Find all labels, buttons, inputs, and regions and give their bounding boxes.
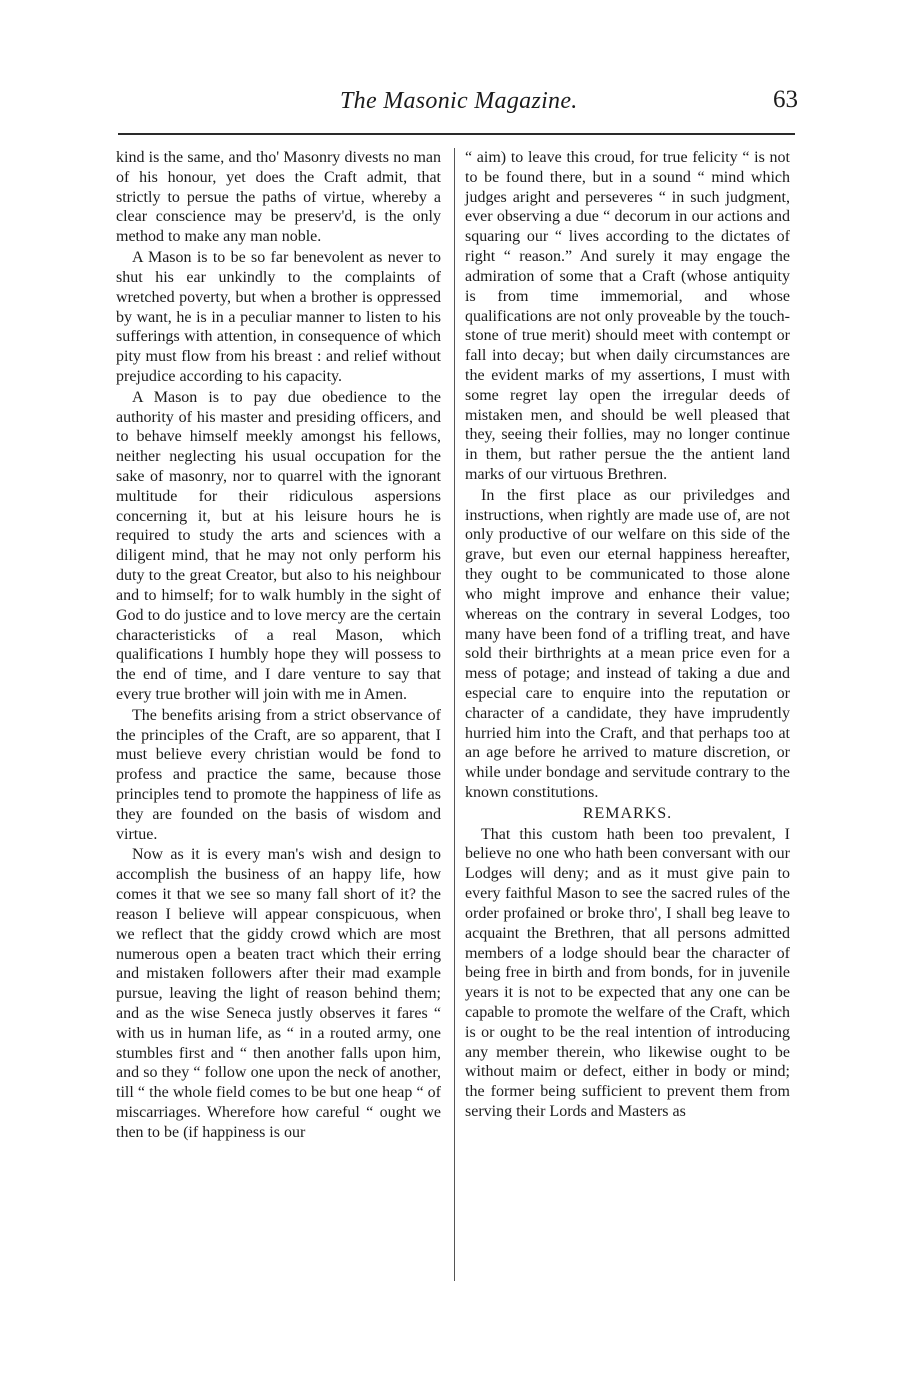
paragraph: kind is the same, and tho' Masonry divests no man of his honour, yet does the Craft admit, that strictly to persue the paths of virtue, whereby a clear conscience may be preserv'd, is the only method to make any man noble. [116,149,441,246]
column-divider [454,148,455,1281]
paragraph: A Mason is to be so far benevolent as never to shut his ear unkindly to the complaints of wretched poverty, but when a brother is oppressed by want, he is in a peculiar manner to listen to his sufferings with attention, in consequence of which pity must flow from his breast : and relief without prejudice according to his capacity. [116,249,441,385]
paragraph: That this custom hath been too prevalent, I believe no one who hath been conversant with our Lodges will deny; and as it must give pain to every faithful Mason to see the sacred rules of the order profained or broke thro', I shall beg leave to acquaint the Brethren, that all persons admitted members of a lodge should bear the character of being free in birth and from bonds, for in juvenile years it is not to be expected that any one can be capable to promote the welfare of the Craft, which is or ought to be the real intention of introducing any member therein, who likewise ought to be without maim or defect, either in body or mind; the former being sufficient to prevent them from serving their Lords and Masters as [465,825,790,1120]
page-header [0,84,913,124]
paragraph: “ aim) to leave this croud, for true felicity “ is not to be found there, but in a sound “ mind which judges aright and perseveres “ in such judgment, ever observing a due “ decorum in our actions and squaring our “ lives according to the dictates of right “ reason.” And surely it may engage the admiration of some that a Craft (whose antiquity is from time immemorial, and whose qualifications are not only proveable by the touch-stone of true merit) should meet with contempt or fall into decay; but when daily circumstances are the evident marks of my assertions, I must with some regret lay open the irregular deeds of mistaken men, and should be well pleased that they, seeing their follies, may no longer continue in them, but rather persue the the antient land marks of our virtuous Brethren. [465,149,790,483]
running-title: The Masonic Magazine. [340,88,578,114]
header-rule [118,133,795,135]
paragraph: Now as it is every man's wish and design to accomplish the business of an happy life, how comes it that we see so many fall short of it? the reason I believe will appear conspicuous, when we reflect that the giddy crowd which are most numerous open a beaten tract which their erring and mistaken followers after their mad example pursue, leaving the light of reason behind them; and as the wise Seneca justly observes it fares “ with us in human life, as “ in a routed army, one stumbles first and “ then another falls upon him, and so they “ follow one upon the neck of another, till “ the whole field comes to be but one heap “ of miscarriages. Wherefore how careful “ ought we then to be (if happiness is our [116,846,441,1141]
section-heading: REMARKS. [582,804,673,822]
left-column [116,148,441,1143]
paragraph: The benefits arising from a strict observance of the principles of the Craft, are so apparent, that I must believe every christian would be fond to profess and practice the same, because those principles tend to promote the happiness of life as they are founded on the basis of wisdom and virtue. [116,706,441,843]
paragraph: In the first place as our priviledges and instructions, when rightly are made use of, are not only productive of our welfare on this side of the grave, but even our eternal happiness hereafter, they ought to be communicated to those alone who might improve and enhance their value; whereas on the contrary in several Lodges, too many have been fond of a trifling treat, and have sold their birthrights at a mean price even for a mess of potage; and instead of taking a due and especial care to enquire into the reputation or character of a candidate, they have imprudently hurried him into the Craft, and that perhaps too at an age before he arrived to mature discretion, or while under bondage and servitude contrary to the known constitutions. [465,486,790,801]
page-number: 63 [773,86,798,113]
paragraph: A Mason is to pay due obedience to the authority of his master and presiding officers, and to behave himself meekly amongst his fellows, neither neglecting his usual occupation for the sake of masonry, nor to quarrel with the ignorant multitude for their ridiculous aspersions concerning it, but at his leisure hours he is required to study the arts and sciences with a diligent mind, that he may not only perform his duty to the great Creator, but also to his neighbour and to himself; for to walk humbly in the sight of God to do justice and to love mercy are the certain characteristicks of a real Mason, which qualifications I humbly hope they will possess to the end of time, and I dare venture to say that every true brother will join with me in Amen. [116,388,441,703]
right-column [465,148,790,1122]
